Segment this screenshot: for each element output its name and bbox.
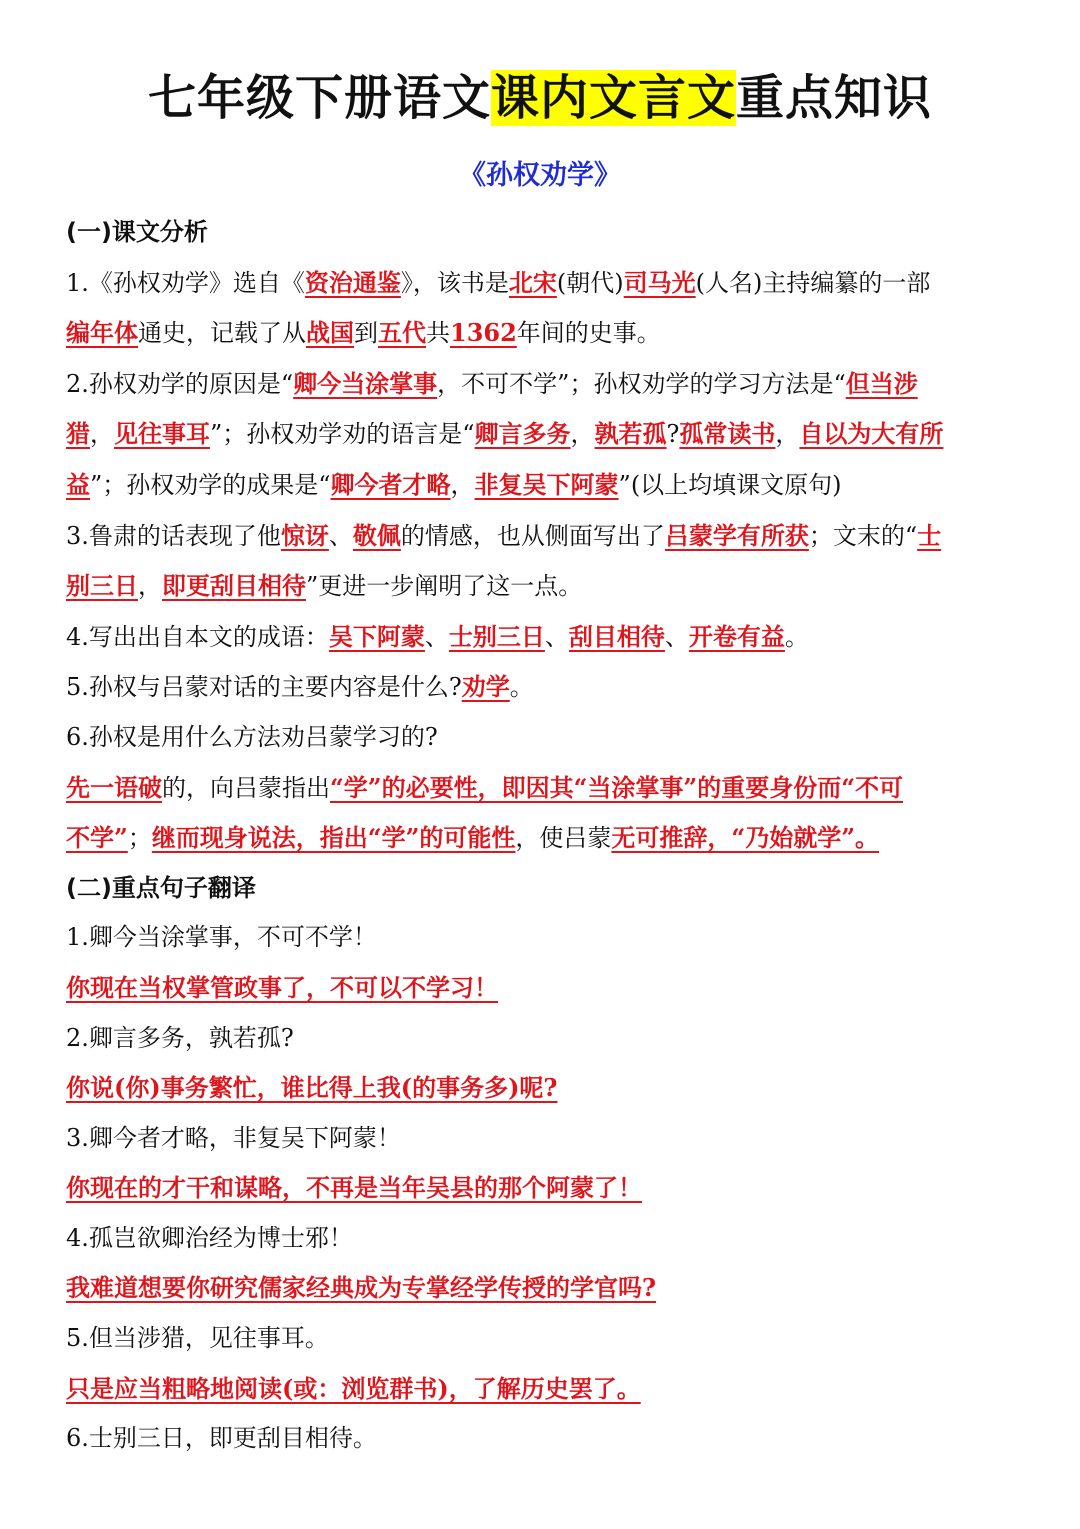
translation-answer [66, 963, 1016, 1014]
answer: 别三日 [66, 571, 138, 601]
text: ”；孙权劝学劝的语言是“ [210, 420, 475, 449]
answer: 益 [66, 469, 90, 499]
answer: 士别三日 [448, 621, 545, 651]
text: ”；孙权劝学的成果是“ [90, 470, 331, 499]
answer: 无可推辞，“乃始就学”。 [611, 823, 880, 853]
q3-line-1 [66, 511, 1016, 562]
text: ；文末的“ [808, 521, 918, 550]
answer: “学”的必要性，即因其“当涂掌事”的重要身份而“不可 [330, 772, 904, 802]
q4-line [66, 612, 1016, 663]
q2-line-2 [66, 409, 1016, 460]
answer: 五代 [378, 318, 426, 348]
answer: 即更刮目相待 [162, 571, 306, 601]
answer: 编年体 [66, 318, 138, 348]
translation-question: 2.卿言多务，孰若孤? [66, 1023, 294, 1052]
text: 年间的史事。 [516, 319, 661, 348]
text: 》，该书是 [400, 268, 509, 297]
answer: 资治通鉴 [304, 267, 401, 297]
text: ； [127, 824, 152, 853]
text: 、 [424, 622, 449, 651]
answer: 卿今当涂掌事 [293, 368, 438, 398]
translation-answer [66, 1263, 1016, 1314]
answer: 自以为大有所 [799, 419, 944, 449]
answer: 刮目相待 [568, 621, 665, 651]
answer: 战国 [306, 318, 354, 348]
answer: 敬佩 [352, 520, 401, 550]
translation-question: 5.但当涉猎，见往事耳。 [66, 1324, 329, 1353]
text: 的情感，也从侧面写出了 [400, 521, 665, 550]
q6-answer-line-2 [66, 813, 1016, 864]
text: 2.孙权劝学的原因是“ [66, 369, 294, 398]
text: ，使吕蒙 [515, 824, 612, 853]
title-post: 重点知识 [736, 70, 933, 126]
text: ， [138, 572, 162, 601]
section-heading-analysis: (一)课文分析 [66, 218, 208, 246]
title-pre: 七年级下册语文 [147, 70, 491, 126]
answer: 劝学 [461, 672, 510, 702]
translation-question: 4.孤岂欲卿治经为博士邪！ [66, 1223, 353, 1252]
text: 5.孙权与吕蒙对话的主要内容是什么? [66, 673, 462, 702]
section-heading-translation: (二)重点句子翻译 [66, 873, 256, 902]
document-body [66, 208, 1016, 1464]
answer: 士 [917, 520, 942, 550]
lesson-title: 《孙权劝学》 [459, 160, 621, 191]
q2-line-3 [66, 460, 1016, 511]
text: 的，向吕蒙指出 [162, 773, 330, 802]
text: 4.写出出自本文的成语： [66, 622, 329, 651]
translation-answer [66, 1364, 1016, 1415]
translation-question: 6.士别三日，即更刮目相待。 [66, 1424, 377, 1453]
text: 通史，记载了从 [138, 319, 306, 348]
text: (人名)主持编纂的一部 [695, 268, 931, 297]
text: ”(以上均填课文原句) [618, 470, 842, 499]
text: ， [775, 420, 800, 449]
text: ? [666, 420, 680, 449]
translation-question: 3.卿今者才略，非复吴下阿蒙！ [66, 1123, 401, 1152]
answer: 猎 [66, 419, 90, 449]
answer: 1362 [450, 318, 517, 348]
translation-answer [66, 1163, 1016, 1214]
text: 到 [354, 319, 378, 348]
q1-line-1 [66, 258, 1016, 309]
text: ， [450, 470, 475, 499]
answer: 只是应当粗略地阅读(或：浏览群书)，了解历史罢了。 [66, 1373, 641, 1403]
answer: 你说(你)事务繁忙，谁比得上我(的事务多)呢? [66, 1073, 558, 1103]
answer: 卿言多务 [474, 419, 571, 449]
text: 、 [328, 521, 353, 550]
answer: 卿今者才略 [330, 469, 451, 499]
answer: 吕蒙学有所获 [664, 520, 809, 550]
text: 、 [544, 622, 569, 651]
answer: 北宋 [508, 267, 557, 297]
answer: 继而现身说法，指出“学”的可能性 [151, 823, 516, 853]
title-highlight: 课内文言文 [490, 70, 736, 126]
answer: 见往事耳 [114, 419, 210, 449]
q6-question: 6.孙权是用什么方法劝吕蒙学习的? [66, 722, 438, 751]
answer: 开卷有益 [688, 621, 785, 651]
q2-line-1 [66, 359, 1016, 410]
answer: 但当涉 [845, 368, 918, 398]
text: 1.《孙权劝学》选自《 [66, 268, 305, 297]
q6-answer-line-1 [66, 763, 1016, 814]
page-title [0, 62, 1080, 134]
answer: 先一语破 [66, 772, 162, 802]
answer: 司马光 [623, 267, 696, 297]
text: ”更进一步阐明了这一点。 [306, 572, 583, 601]
q5-line [66, 662, 1016, 713]
answer: 惊讶 [280, 520, 329, 550]
text: 共 [426, 319, 450, 348]
translation-answer [66, 1063, 1016, 1114]
text: ， [90, 420, 114, 449]
text: ，不可不学”；孙权劝学的学习方法是“ [437, 369, 846, 398]
q1-line-2 [66, 308, 1016, 359]
answer: 你现在当权掌管政事了，不可以不学习！ [66, 972, 498, 1002]
text: 。 [509, 673, 534, 702]
answer: 吴下阿蒙 [328, 621, 425, 651]
text: (朝代) [556, 268, 624, 297]
answer: 我难道想要你研究儒家经典成为专掌经学传授的学官吗? [66, 1273, 657, 1303]
translation-question: 1.卿今当涂掌事，不可不学！ [66, 923, 377, 952]
text: ， [570, 420, 595, 449]
answer: 孰若孤 [594, 419, 667, 449]
text: 。 [784, 622, 809, 651]
text: 、 [664, 622, 689, 651]
answer: 非复吴下阿蒙 [474, 469, 619, 499]
answer: 孤常读书 [679, 419, 776, 449]
answer: 不学” [66, 823, 128, 853]
text: 3.鲁肃的话表现了他 [66, 521, 281, 550]
answer: 你现在的才干和谋略，不再是当年吴县的那个阿蒙了！ [66, 1173, 642, 1203]
q3-line-2 [66, 561, 1016, 612]
